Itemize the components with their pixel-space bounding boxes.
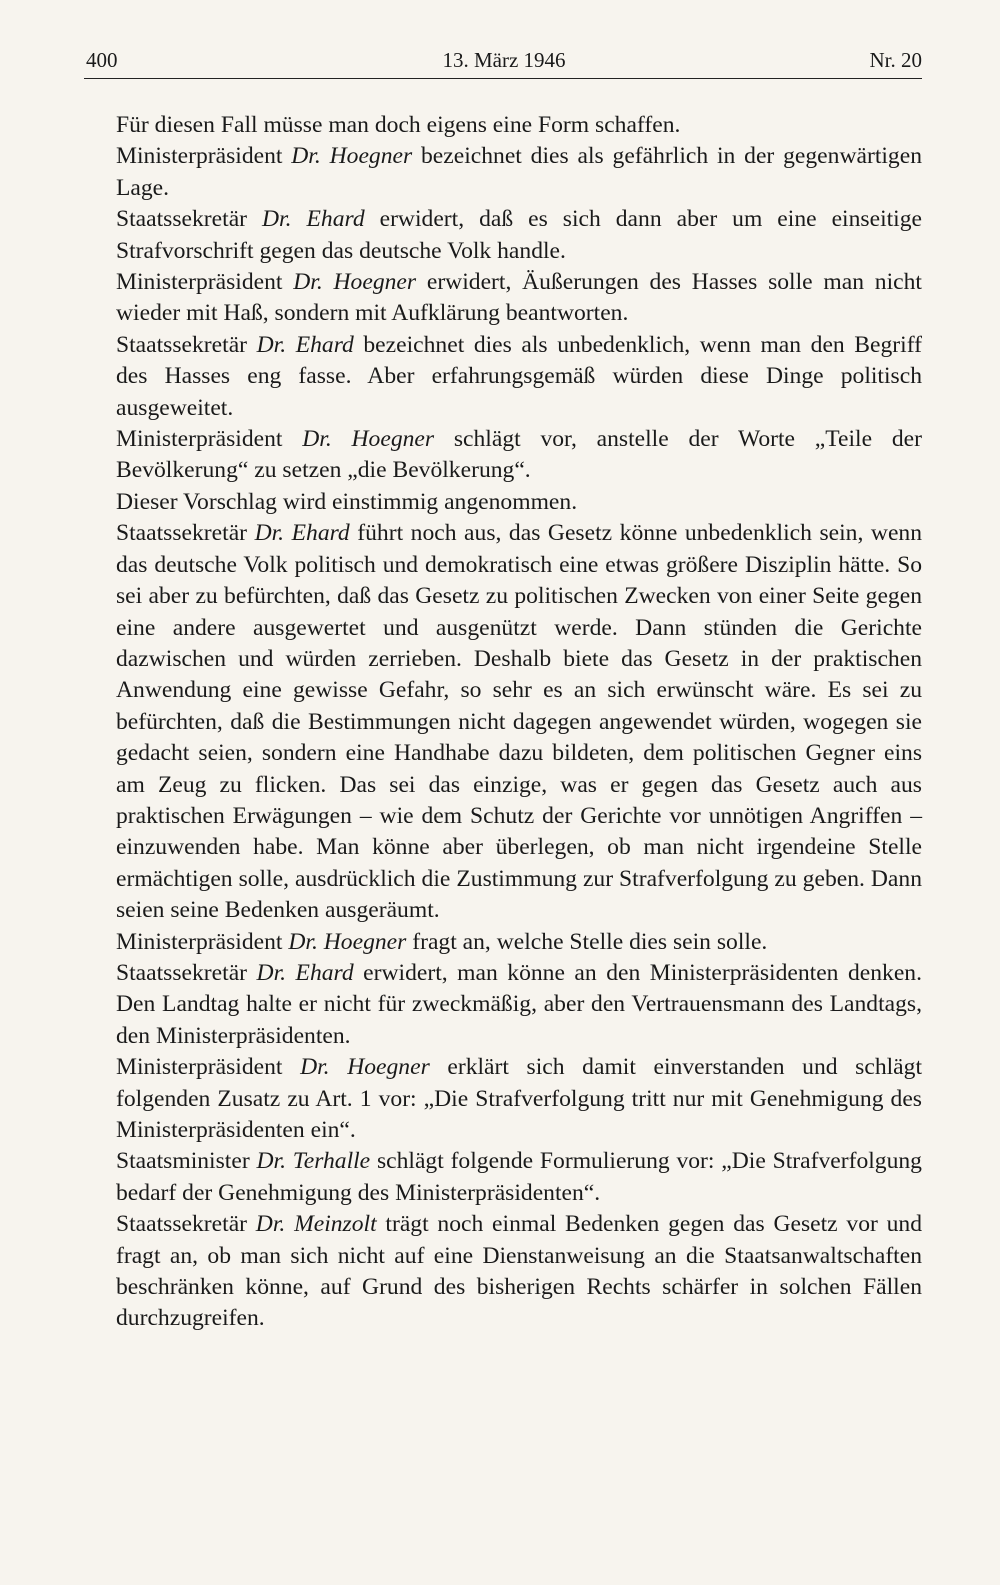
speaker-title: Dr. <box>291 143 321 170</box>
speaker-title: Dr. <box>256 959 287 986</box>
speaker-title: Dr. <box>262 206 292 233</box>
paragraph: Staatssekretär Dr. Meinzolt trägt noch einmal Bedenken gegen das Gesetz vor und fragt an, ob man sich nicht auf eine Dienstanweisung an die Staatsanwaltschaften beschränken könne, auf Grund des bisherigen Rechts schärfer in solchen Fällen durchzugreifen. <box>116 1211 923 1332</box>
page-number: 400 <box>86 48 118 72</box>
speaker-name: Hoegner <box>347 1054 430 1081</box>
speaker-name: Hoegner <box>329 143 413 170</box>
paragraph: Ministerpräsident Dr. Hoegner erklärt sich damit einverstanden und schlägt folgenden Zusatz zu Art. 1 vor: „Die Strafverfolgung tritt nur mit Genehmigung des Ministerpräsidenten ein“. <box>116 1054 923 1143</box>
header-date: 13. März 1946 <box>442 48 566 72</box>
speaker-name: Ehard <box>295 331 354 358</box>
speaker-name: Hoegner <box>351 426 435 453</box>
document-body <box>116 110 922 1335</box>
speaker-name: Hoegner <box>323 928 407 955</box>
speaker-title: Dr. <box>293 269 323 296</box>
page-header <box>86 44 922 76</box>
paragraph: Staatssekretär Dr. Ehard führt noch aus, das Gesetz könne unbedenklich sein, wenn das deutsche Volk politisch und demokratisch eine etwas größere Disziplin hätte. So sei aber zu befürchten, daß das Gesetz zu politischen Zwecken von einer Seite gegen eine andere ausgewertet und ausgenützt werde. Dann stünden die Gerichte dazwischen und würden zerrieben. Deshalb biete das Gesetz in der praktischen Anwendung eine gewisse Gefahr, so sehr es an sich erwünscht wäre. Es sei zu befürchten, daß die Bestimmungen nicht dagegen angewendet würden, wogegen sie gedacht seien, sondern eine Handhabe dazu bildeten, dem politischen Gegner eins am Zeug zu flicken. Das sei das einzige, was er gegen das Gesetz auch aus praktischen Erwägungen – wie dem Schutz der Gerichte vor unnötigen Angriffen – einzuwenden habe. Man könne aber überlegen, ob man nicht irgendeine Stelle ermächtigen solle, ausdrücklich die Zustimmung zur Strafverfolgung zu geben. Dann seien seine Bedenken ausgeräumt. <box>116 520 923 924</box>
speaker-title: Dr. <box>288 928 318 955</box>
paragraph: Ministerpräsident Dr. Hoegner erwidert, Äußerungen des Hasses solle man nicht wieder mit Haß, sondern mit Aufklärung beantworten. <box>116 269 922 327</box>
speaker-title: Dr. <box>256 331 287 358</box>
speaker-title: Dr. <box>300 1054 330 1081</box>
speaker-title: Dr. <box>255 1211 286 1238</box>
speaker-name: Ehard <box>306 206 365 233</box>
speaker-name: Ehard <box>295 959 354 986</box>
paragraph: Staatssekretär Dr. Ehard bezeichnet dies als unbedenklich, wenn man den Begriff des Hasses eng fasse. Aber erfahrungsgemäß würden diese Dinge politisch ausgeweitet. <box>116 331 922 421</box>
paragraph: Staatsminister Dr. Terhalle schlägt folgende Formulierung vor: „Die Strafverfolgung bedarf der Genehmigung des Ministerpräsidenten“. <box>116 1148 922 1206</box>
speaker-name: Ehard <box>291 520 350 547</box>
speaker-name: Terhalle <box>292 1148 371 1175</box>
paragraph: Staatssekretär Dr. Ehard erwidert, daß es sich dann aber um eine einseitige Strafvorschrift gegen das deutsche Volk handle. <box>116 206 922 264</box>
paragraph: Ministerpräsident Dr. Hoegner schlägt vor, anstelle der Worte „Teile der Bevölkerung“ zu setzen „die Bevölkerung“. <box>116 426 922 484</box>
paragraph: Ministerpräsident Dr. Hoegner bezeichnet dies als gefährlich in der gegenwärtigen Lage. <box>116 143 922 201</box>
header-issue: Nr. 20 <box>869 48 922 72</box>
paragraph: Ministerpräsident Dr. Hoegner fragt an, welche Stelle dies sein solle. <box>116 928 768 955</box>
speaker-title: Dr. <box>254 520 285 547</box>
header-rule <box>84 78 922 79</box>
paragraph: Für diesen Fall müsse man doch eigens eine Form schaffen. <box>116 112 681 138</box>
speaker-title: Dr. <box>256 1148 286 1175</box>
paragraph: Dieser Vorschlag wird einstimmig angenommen. <box>116 488 578 515</box>
speaker-title: Dr. <box>302 426 332 453</box>
speaker-name: Hoegner <box>333 269 417 296</box>
speaker-name: Meinzolt <box>294 1211 377 1238</box>
paragraph: Staatssekretär Dr. Ehard erwidert, man könne an den Ministerpräsidenten denken. Den Landtag halte er nicht für zweckmäßig, aber den Vertrauensmann des Landtags, den Ministerpräsidenten. <box>116 959 923 1049</box>
